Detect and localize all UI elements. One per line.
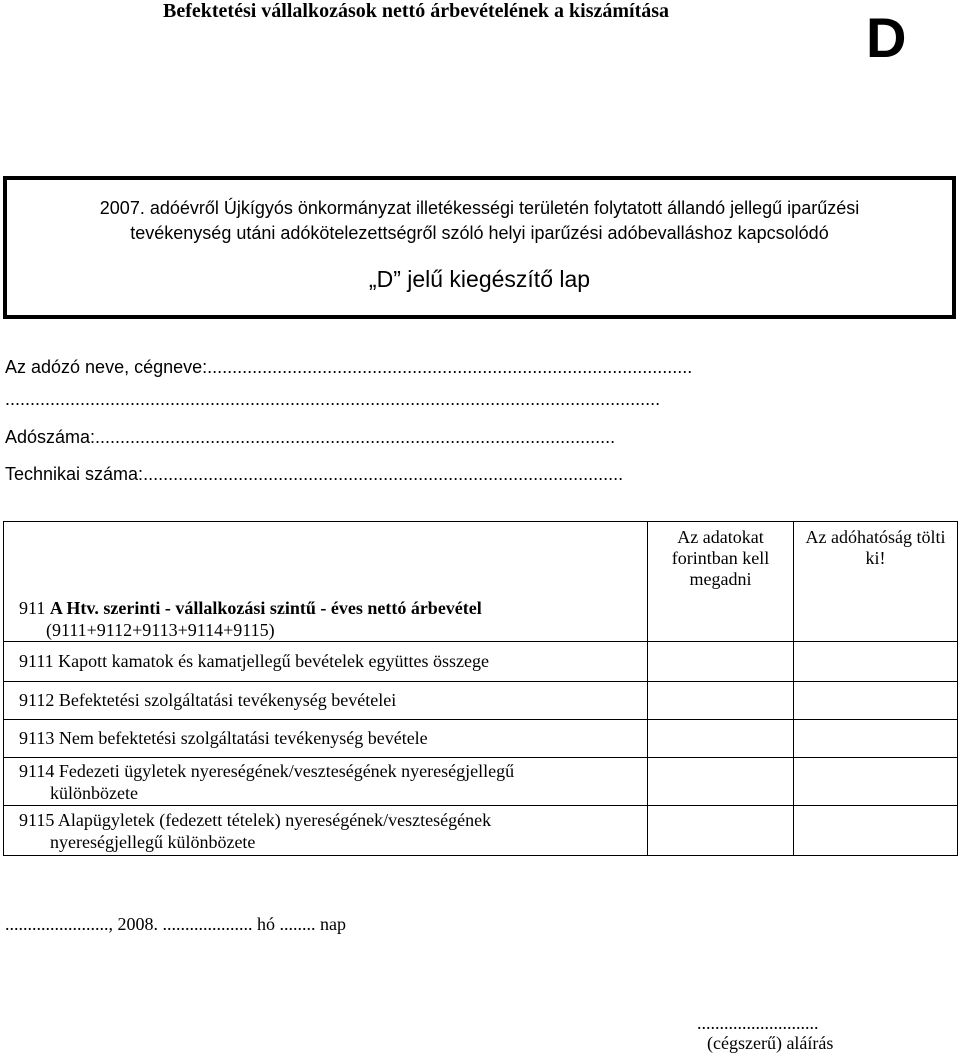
amount-column-header — [648, 522, 794, 642]
taxpayer-name-label: Az adózó neve, cégneve: — [5, 357, 208, 377]
row-911-text: szerinti - vállalkozási szintű - éves nettó árbevétel — [103, 598, 482, 618]
table-row — [4, 682, 958, 720]
row-911-code: 911 — [19, 598, 46, 618]
taxpayer-name-field-2[interactable]: ................................................................................................................................... — [5, 389, 661, 409]
row-9111-label: 9111 Kapott kamatok és kamatjellegű bevételek együttes összege — [4, 642, 648, 682]
row-911-label — [4, 522, 648, 642]
intro-line-1: 2007. adóévről Újkígyós önkormányzat illetékességi területén folytatott állandó jellegű iparűzési — [99, 198, 860, 218]
row-9111-amount[interactable] — [648, 642, 794, 682]
signature-label: (cégszerű) aláírás — [707, 1033, 834, 1053]
tax-number-row — [5, 427, 615, 448]
table-row — [4, 522, 958, 642]
row-9112-label: 9112 Befektetési szolgáltatási tevékenység bevételei — [4, 682, 648, 720]
tax-number-field[interactable]: ........................................................................................................ — [95, 427, 616, 447]
date-line[interactable]: ......................., 2008. .................... hó ........ nap — [5, 914, 346, 934]
signature-field[interactable]: ........................... — [697, 1013, 819, 1033]
row-911-formula: (9111+9112+9113+9114+9115) — [46, 620, 275, 640]
row-911-htv: A Htv. — [49, 598, 99, 618]
row-9112-authority — [794, 682, 958, 720]
row-9115-amount[interactable] — [648, 806, 794, 856]
row-9111-authority — [794, 642, 958, 682]
row-9115-label — [4, 806, 648, 856]
authority-column-header — [794, 522, 958, 642]
revenue-table — [3, 521, 958, 856]
intro-line-2: tevékenység utáni adókötelezettségről szóló helyi iparűzési adóbevalláshoz kapcsolódó — [130, 223, 829, 243]
page-title: Befektetési vállalkozások nettó árbevételének a kiszámítása — [163, 0, 670, 22]
taxpayer-name-row — [5, 357, 692, 378]
sheet-title: „D” jelű kiegészítő lap — [368, 266, 591, 292]
table-row — [4, 806, 958, 856]
row-9114-authority — [794, 758, 958, 806]
intro-box — [3, 176, 956, 319]
technical-number-label: Technikai száma: — [5, 464, 144, 484]
row-9114-amount[interactable] — [648, 758, 794, 806]
technical-number-row — [5, 464, 623, 485]
table-row — [4, 642, 958, 682]
table-row — [4, 720, 958, 758]
form-letter: D — [866, 6, 907, 69]
row-9115-authority — [794, 806, 958, 856]
row-9113-authority — [794, 720, 958, 758]
table-row — [4, 758, 958, 806]
row-9114-label — [4, 758, 648, 806]
row-9112-amount[interactable] — [648, 682, 794, 720]
row-9113-amount[interactable] — [648, 720, 794, 758]
row-9115-line-1: 9115 Alapügyletek (fedezett tételek) nyereségének/veszteségének — [19, 809, 492, 830]
row-9115-line-2: nyereségjellegű különbözete — [50, 831, 256, 852]
row-9114-line-2: különbözete — [50, 782, 138, 803]
taxpayer-name-field[interactable]: ................................................................................................. — [207, 357, 693, 377]
amount-header-text: Az adatokat forintban kell megadni — [671, 527, 770, 589]
row-9113-label: 9113 Nem befektetési szolgáltatási tevékenység bevétele — [4, 720, 648, 758]
row-9114-line-1: 9114 Fedezeti ügyletek nyereségének/veszteségének nyereségjellegű — [19, 760, 515, 781]
tax-number-label: Adószáma: — [5, 427, 96, 447]
authority-header-text: Az adóhatóság tölti ki! — [805, 527, 946, 568]
technical-number-field[interactable]: ................................................................................................ — [143, 464, 624, 484]
